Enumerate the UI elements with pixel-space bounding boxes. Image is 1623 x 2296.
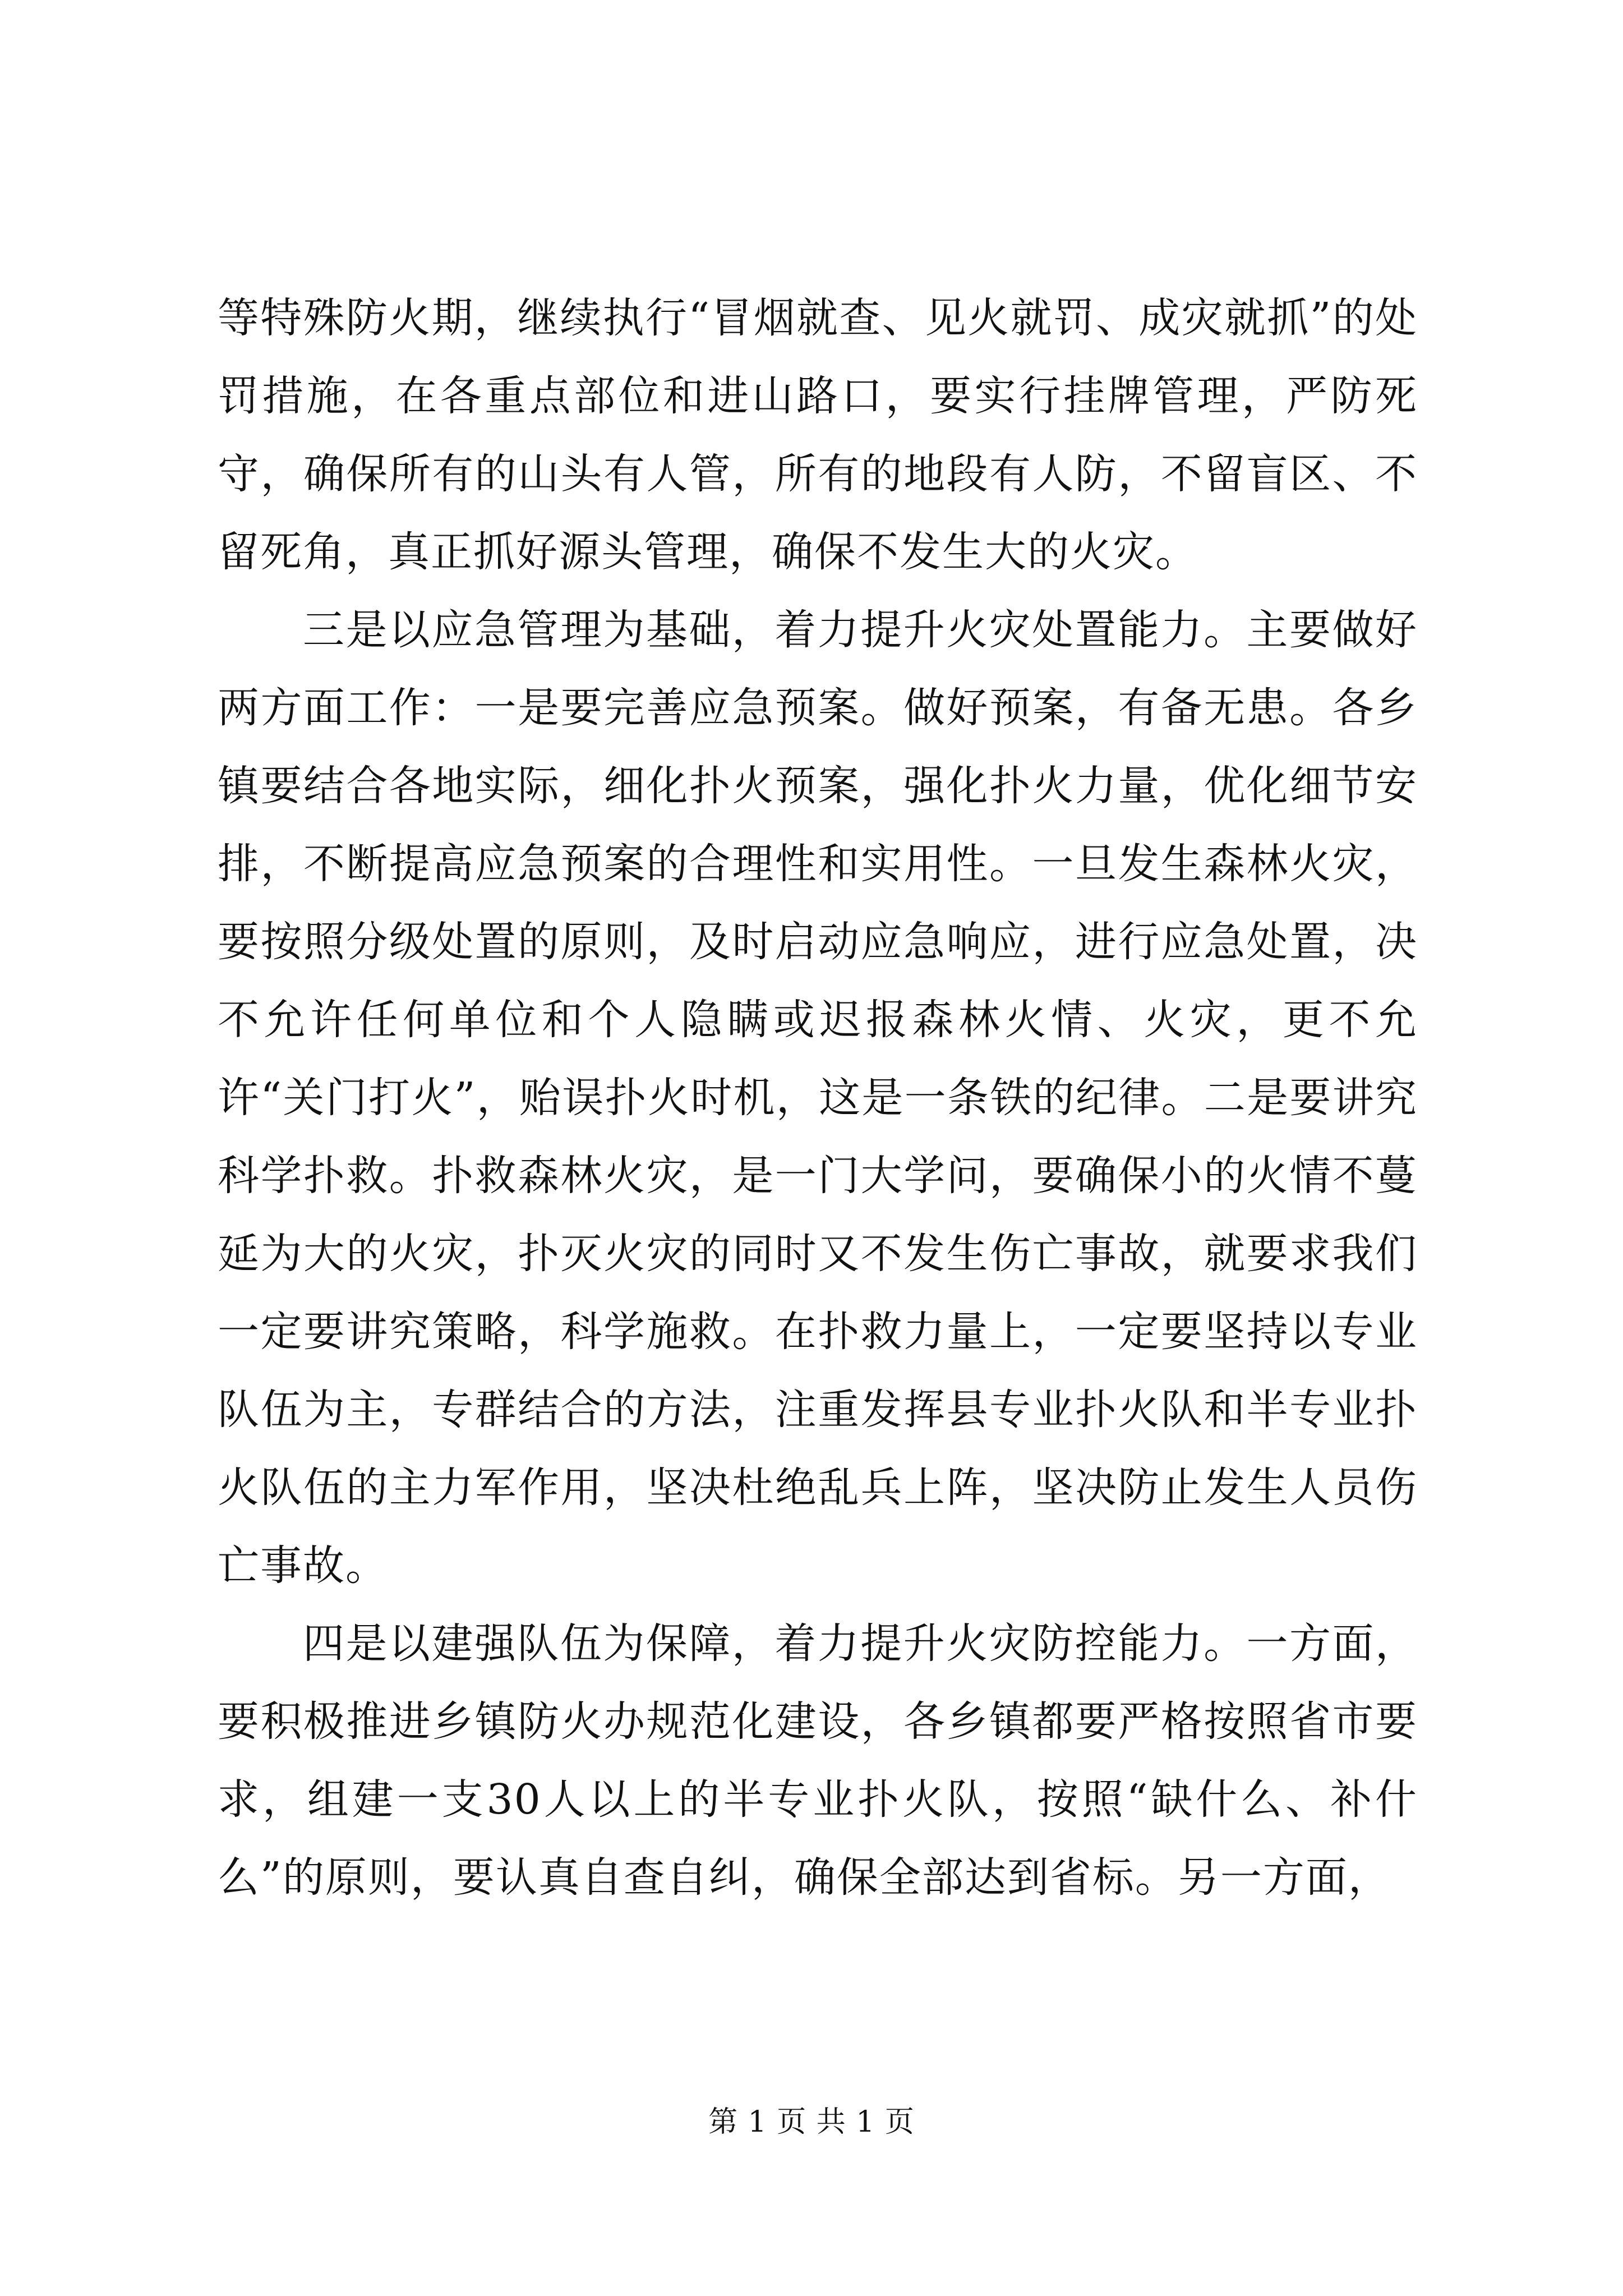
document-body <box>218 279 1418 1917</box>
paragraph-1: 等特殊防火期，继续执行“冒烟就查、见火就罚、成灾就抓”的处罚措施，在各重点部位和进山路口，要实行挂牌管理，严防死守，确保所有的山头有人管，所有的地段有人防，不留盲区、不留死角，真正抓好源头管理，确保不发生大的火灾。 <box>218 294 1418 576</box>
paragraph-3: 四是以建强队伍为保障，着力提升火灾防控能力。一方面，要积极推进乡镇防火办规范化建设，各乡镇都要严格按照省市要求，组建一支30人以上的半专业扑火队，按照“缺什么、补什么”的原则，要认真自查自纠，确保全部达到省标。另一方面， <box>218 1619 1418 1902</box>
page-footer: 第 1 页 共 1 页 <box>708 2105 915 2139</box>
paragraph-2: 三是以应急管理为基础，着力提升火灾处置能力。主要做好两方面工作：一是要完善应急预案。做好预案，有备无患。各乡镇要结合各地实际，细化扑火预案，强化扑火力量，优化细节安排，不断提高应急预案的合理性和实用性。一旦发生森林火灾，要按照分级处置的原则，及时启动应急响应，进行应急处置，决不允许任何单位和个人隐瞒或迟报森林火情、火灾，更不允许“关门打火”，贻误扑火时机，这是一条铁的纪律。二是要讲究科学扑救。扑救森林火灾，是一门大学问，要确保小的火情不蔓延为大的火灾，扑灭火灾的同时又不发生伤亡事故，就要求我们一定要讲究策略，科学施救。在扑救力量上，一定要坚持以专业队伍为主，专群结合的方法，注重发挥县专业扑火队和半专业扑火队伍的主力军作用，坚决杜绝乱兵上阵，坚决防止发生人员伤亡事故。 <box>218 606 1418 1590</box>
